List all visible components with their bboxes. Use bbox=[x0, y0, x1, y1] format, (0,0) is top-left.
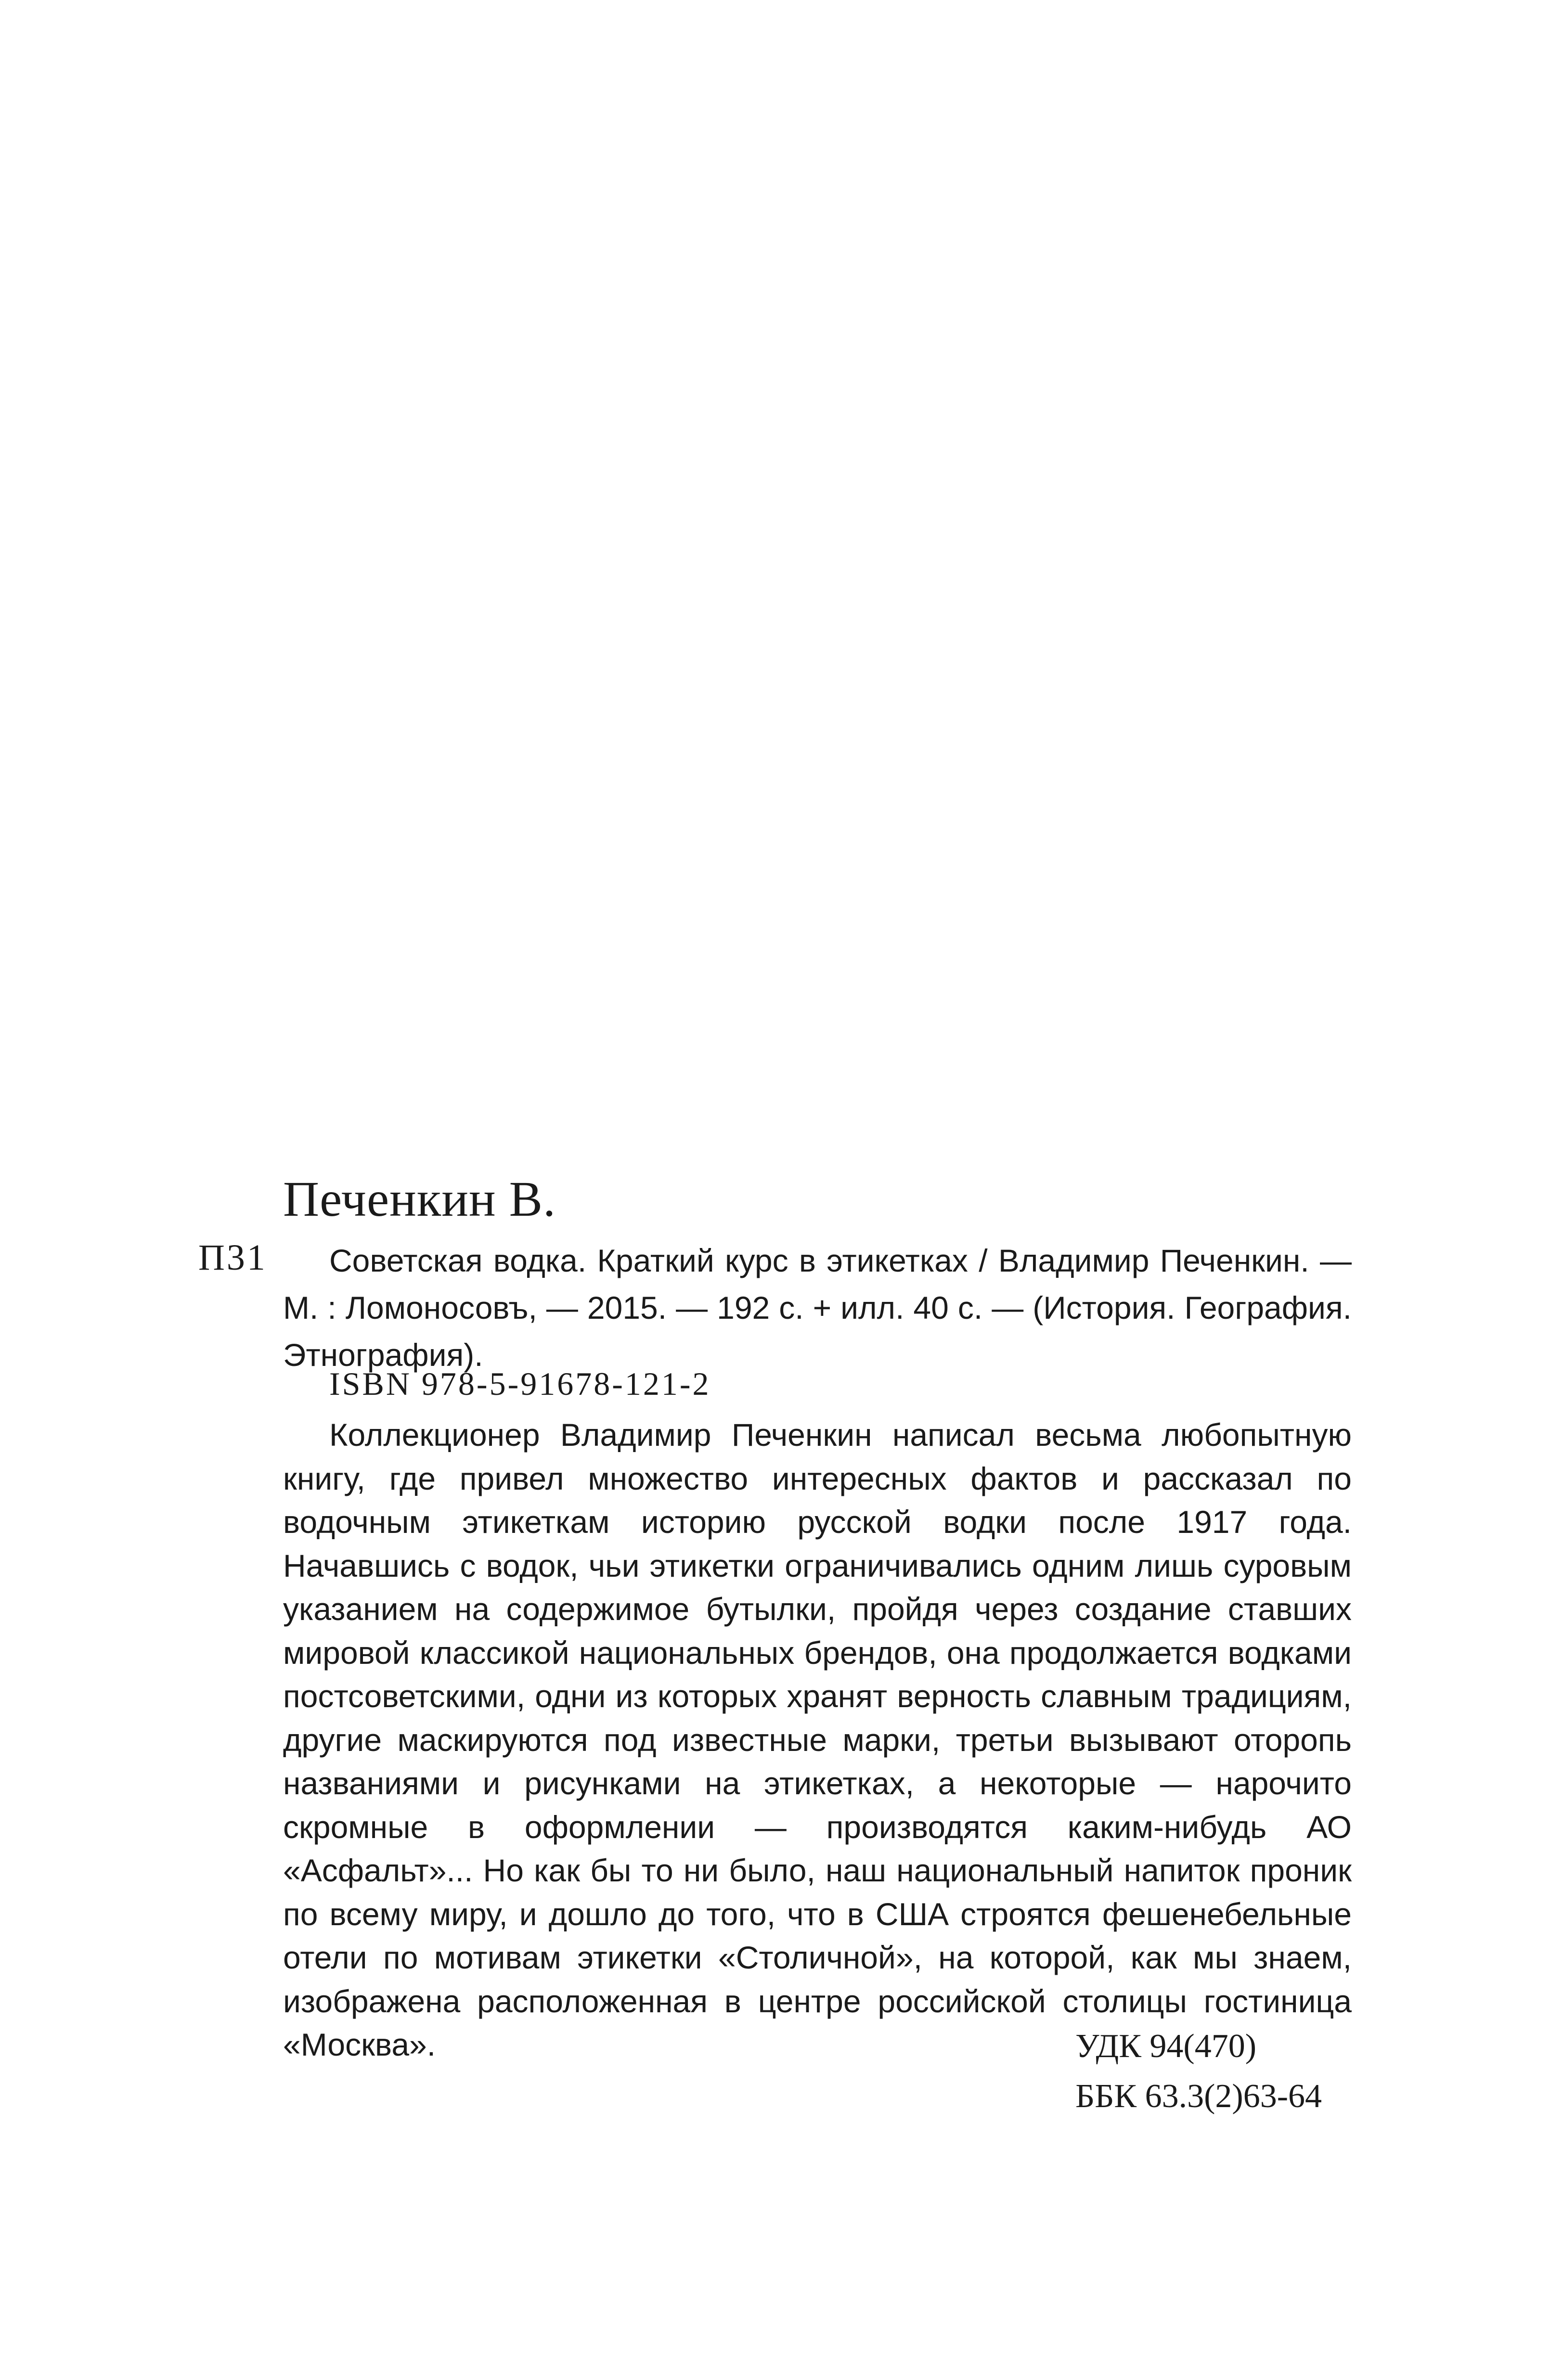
isbn-number: ISBN 978-5-91678-121-2 bbox=[329, 1365, 711, 1402]
bbk-code: ББК 63.3(2)63-64 bbox=[1075, 2078, 1322, 2115]
classification-codes bbox=[1075, 2021, 1322, 2122]
author-heading: Печенкин В. bbox=[283, 1171, 556, 1227]
catalog-code: П31 bbox=[198, 1237, 267, 1278]
bibliographic-entry: Советская водка. Краткий курс в этикетках / Владимир Печенкин. — М. : Ломоносовъ, — 2015. — 192 с. + илл. 40 с. — (История. География. Этнография). bbox=[283, 1243, 1352, 1373]
udk-code: УДК 94(470) bbox=[1075, 2028, 1257, 2065]
book-annotation: Коллекционер Владимир Печенкин написал весьма любопытную книгу, где привел множество интересных фактов и рассказал по водочным этикеткам историю русской водки после 1917 года. Начавшись с водок, чьи этикетки ограничивались одним лишь суровым указанием на содержимое бутылки, пройдя через создание ставших мировой классикой национальных брендов, она продолжается водками постсоветскими, одни из которых хранят верность славным традициям, другие маскируются под известные марки, третьи вызывают оторопь названиями и рисунками на этикетках, а некоторые — нарочито скромные в оформлении — производятся каким-нибудь АО «Асфальт»... Но как бы то ни было, наш национальный напиток проник по всему миру, и дошло до того, что в США строятся фешенебельные отели по мотивам этикетки «Столичной», на которой, как мы знаем, изображена расположенная в центре российской столицы гостиница «Москва». bbox=[283, 1417, 1352, 2062]
